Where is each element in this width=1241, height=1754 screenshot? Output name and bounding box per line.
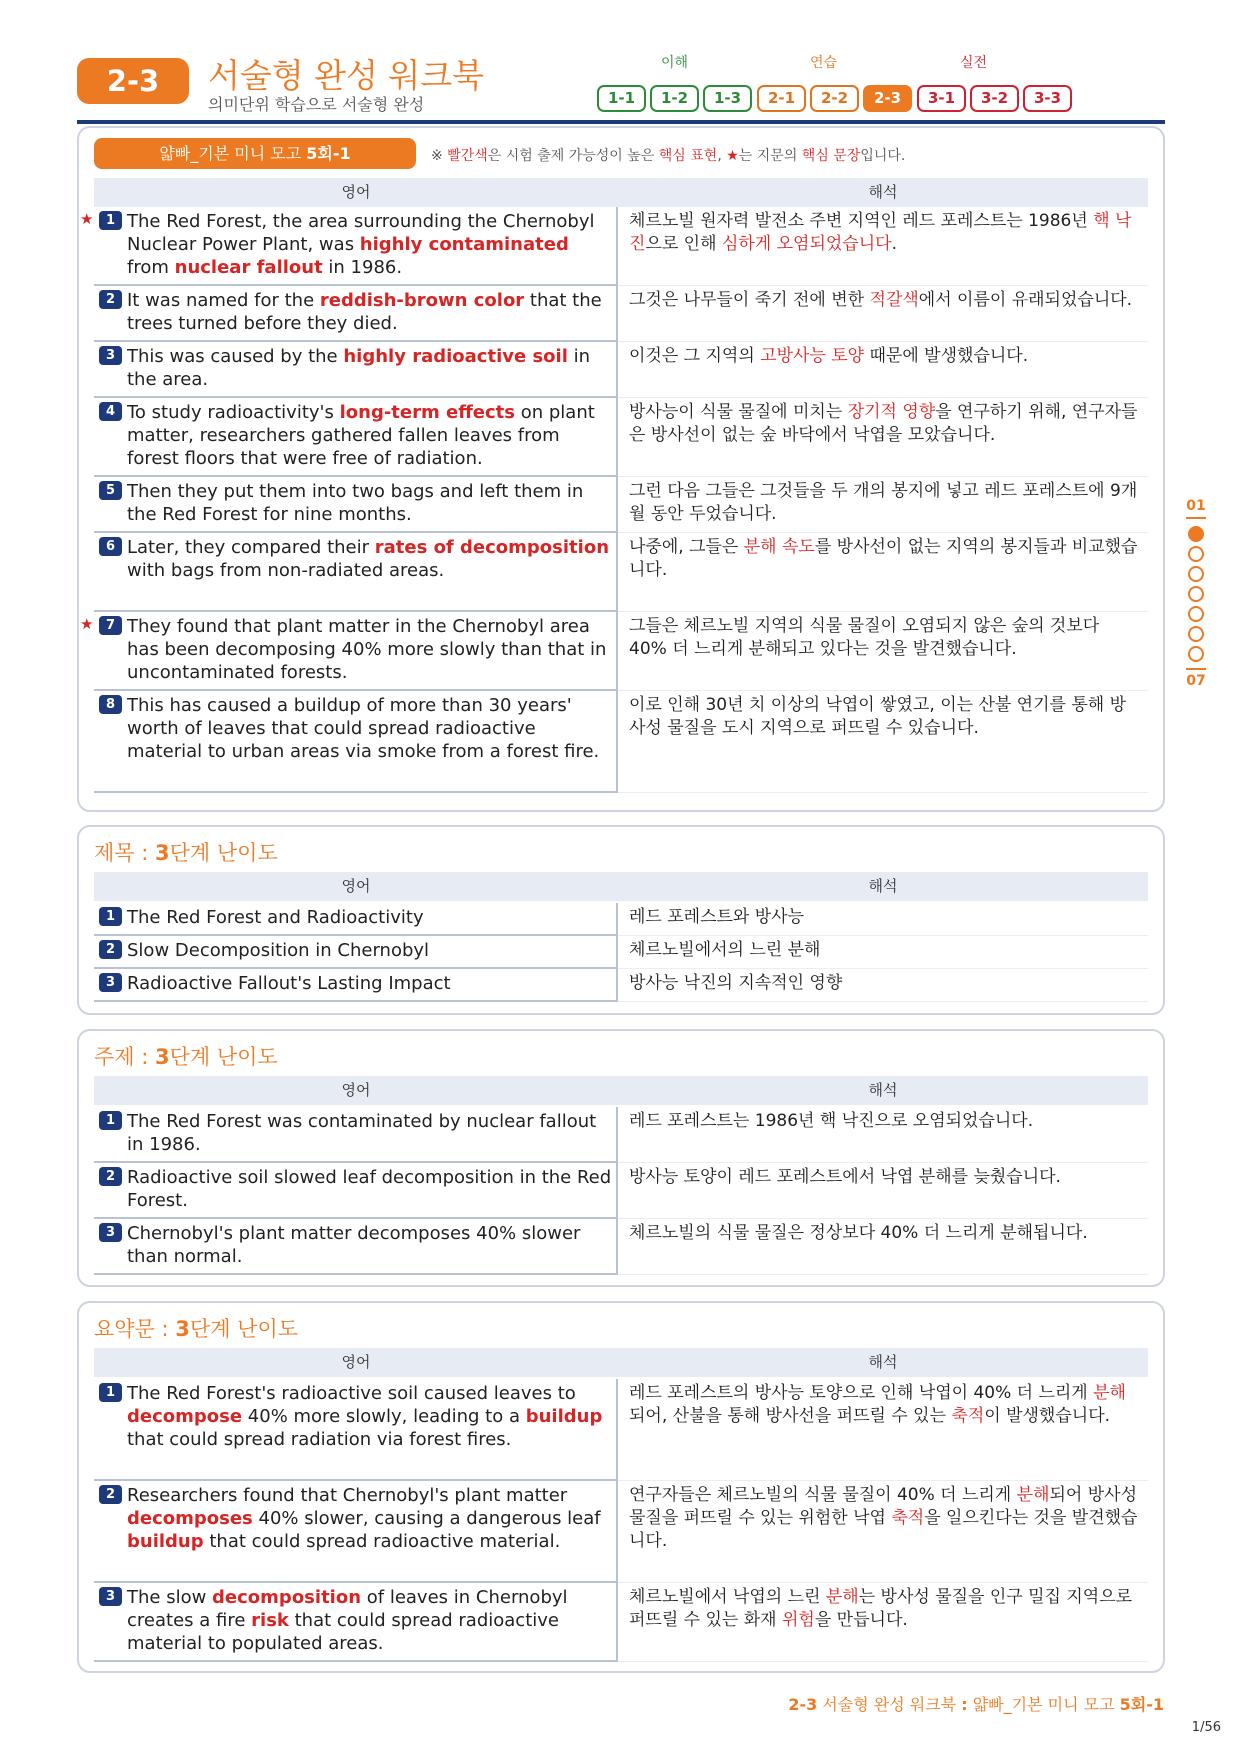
note-symbol: ※ [431,148,448,164]
progress-top-line [1186,517,1206,519]
key-sentence-star-icon: ★ [80,615,94,633]
english-text [127,210,613,279]
english-text [127,1110,613,1156]
key-expression: buildup [525,1406,603,1427]
key-translation: 장기적 영향 [847,402,936,422]
note-text-2: , [717,148,727,164]
text-segment: The Red Forest was contaminated by nuclear fallout in 1986. [127,1111,597,1155]
text-segment: 방사능 낙진의 지속적인 영향 [629,973,843,993]
text-segment: that could spread radioactive material. [203,1531,561,1552]
header-divider [77,120,1165,124]
sentence-number: 7 [99,616,122,635]
unit-button-1-3[interactable]: 1-3 [703,85,752,112]
text-segment: 나중에, 그들은 [629,537,744,557]
unit-button-2-1[interactable]: 2-1 [757,85,806,112]
english-text [127,1222,613,1268]
footer-num: 5 [1119,1695,1131,1714]
column-header-english: 영어 [341,1081,371,1099]
unit-button-1-1[interactable]: 1-1 [597,85,646,112]
table-row [94,286,1148,342]
text-segment: This was caused by the [127,346,344,367]
text-segment: 는 방사성 물질을 인구 밀집 지역으로 퍼뜨릴 수 있는 화재 [629,1587,1133,1630]
table-header [94,178,1148,207]
footer-colon: : [961,1695,968,1714]
english-text [127,289,613,335]
text-segment: 에서 이름이 유래되었습니다. [918,290,1133,310]
page-subtitle: 의미단위 학습으로 서술형 완성 [208,95,425,114]
title-box [77,825,1165,1015]
column-header-korean: 해석 [868,183,898,201]
korean-cell [618,1481,1148,1583]
english-text [127,480,613,526]
note-text-4: 입니다. [860,148,906,164]
korean-text [629,401,1141,447]
text-segment: The Red Forest, the area surrounding the Chernobyl Nuclear Power Plant, was [127,211,595,255]
text-segment: Then they put them into two bags and left them in the Red Forest for nine months. [127,481,584,525]
passage-label [94,138,416,169]
key-translation: 적갈색 [869,290,919,310]
unit-button-3-1[interactable]: 3-1 [917,85,966,112]
table-row [94,1379,1148,1481]
text-segment: 40% slower, causing a dangerous leaf [252,1508,601,1529]
korean-text [629,972,1141,995]
table-row [94,903,1148,936]
english-text [127,906,613,929]
text-segment: Researchers found that Chernobyl's plant matter [127,1485,568,1506]
english-cell [94,286,618,342]
note-red-word: 빨간색 [447,148,488,164]
column-header-korean: 해석 [868,877,898,895]
korean-text [629,1484,1141,1553]
heading-prefix: 요약문 : [94,1317,176,1341]
group-label-practice: 연습 [810,55,838,71]
text-segment: To study radioactivity's [127,402,340,423]
section-topic-heading [94,1041,278,1071]
english-cell [80,207,618,286]
korean-text [629,939,1141,962]
sentence-number: 5 [99,481,122,500]
korean-cell [618,477,1148,533]
table-row [94,1107,1148,1163]
text-segment: 40% more slowly, leading to a [242,1406,526,1427]
footer-text-1: 서술형 완성 워크북 [817,1695,962,1714]
note-text-3: 는 지문의 [738,148,802,164]
page-header [77,50,1165,125]
column-header-english: 영어 [341,1353,371,1371]
english-cell [94,533,618,612]
korean-text [629,210,1141,256]
english-cell [80,612,618,691]
text-segment: 으로 인해 [645,234,722,254]
group-label-real: 실전 [960,55,988,71]
progress-bottom-line [1186,668,1206,670]
footer-text-2: 얇빠_기본 미니 모고 [967,1695,1120,1714]
note-key-sentence: 핵심 문장 [801,148,861,164]
heading-prefix: 제목 : [94,841,155,865]
text-segment: 을 일으킨다는 것을 발견했습니다. [629,1508,1138,1551]
sentence-number: 3 [99,973,122,992]
korean-text [629,345,1141,368]
text-segment: 이것은 그 지역의 [629,346,761,366]
page-progress-nav [1185,498,1207,698]
text-segment: 체르노빌 원자력 발전소 주변 지역인 레드 포레스트는 1986년 [629,211,1094,231]
english-text [127,1484,613,1553]
key-expression: long-term effects [339,402,515,423]
sentence-number: 6 [99,537,122,556]
text-segment: The slow [127,1587,213,1608]
table-header [94,1348,1148,1377]
korean-cell [618,691,1148,793]
text-segment: Chernobyl's plant matter decomposes 40% slower than normal. [127,1223,581,1267]
text-segment: 되어 방사성 물질을 퍼뜨릴 수 있는 위험한 낙엽 [629,1485,1138,1528]
text-segment: in the area. [127,346,591,390]
english-cell [94,477,618,533]
korean-cell [618,1379,1148,1481]
key-translation: 핵 낙진 [629,211,1132,254]
progress-dot-2[interactable] [1188,546,1204,562]
unit-button-3-3[interactable]: 3-3 [1023,85,1072,112]
key-expression: rates of decomposition [374,537,610,558]
key-expression: nuclear fallout [174,257,323,278]
key-sentence-star-icon: ★ [80,210,94,228]
key-translation: 심하게 오염되었습니다 [721,234,892,254]
heading-suffix: 단계 난이도 [169,841,278,865]
table-row [80,612,1148,691]
text-segment: on plant matter, researchers gathered fallen leaves from forest floors that were free of radiation. [127,402,595,469]
footer-text-3: 회-1 [1130,1695,1164,1714]
korean-cell [618,398,1148,477]
progress-end-label: 07 [1186,673,1206,689]
note-text-1: 은 시험 출제 가능성이 높은 [487,148,659,164]
passage-label-text: 얇빠_기본 미니 모고 [159,144,307,163]
english-text [127,401,613,470]
section-title-heading [94,837,278,867]
korean-cell [618,207,1148,286]
unit-button-2-2[interactable]: 2-2 [810,85,859,112]
text-segment: 방사능 토양이 레드 포레스트에서 낙엽 분해를 늦췄습니다. [629,1167,1061,1187]
text-segment: 체르노빌에서의 느린 분해 [629,940,821,960]
text-segment: Later, they compared their [127,537,375,558]
footer-label [788,1692,1164,1715]
sentence-number: 2 [99,290,122,309]
korean-cell [618,903,1148,936]
text-segment: 를 방사선이 없는 지역의 봉지들과 비교했습니다. [629,537,1138,580]
sentence-number: 1 [99,1383,122,1402]
korean-cell [618,969,1148,1002]
table-row [94,342,1148,398]
text-segment: 체르노빌의 식물 물질은 정상보다 40% 더 느리게 분해됩니다. [629,1223,1088,1243]
korean-cell [618,286,1148,342]
korean-cell [618,1107,1148,1163]
key-translation: 분해 속도 [743,537,815,557]
text-segment: 을 연구하기 위해, 연구자들은 방사선이 없는 숲 바닥에서 낙엽을 모았습니다. [629,402,1138,445]
text-segment: 이로 인해 30년 치 이상의 낙엽이 쌓였고, 이는 산불 연기를 통해 방사성 물질을 도시 지역으로 퍼뜨릴 수 있습니다. [629,695,1127,738]
column-header-english: 영어 [341,877,371,895]
english-cell [94,342,618,398]
table-row [94,936,1148,969]
text-segment: 레드 포레스트와 방사능 [629,907,805,927]
english-cell [94,398,618,477]
korean-cell [618,1583,1148,1662]
korean-text [629,480,1141,526]
korean-text [629,1166,1141,1189]
english-cell [94,1481,618,1583]
text-segment: 체르노빌에서 낙엽의 느린 [629,1587,826,1607]
table-row [94,691,1148,793]
table-row [94,477,1148,533]
english-text [127,536,613,582]
column-header-korean: 해석 [868,1353,898,1371]
text-segment: 레드 포레스트의 방사능 토양으로 인해 낙엽이 40% 더 느리게 [629,1383,1094,1403]
sentence-number: 2 [99,940,122,959]
table-row [94,1481,1148,1583]
table-header [94,1076,1148,1105]
korean-text [629,694,1141,740]
english-cell [94,969,618,1002]
english-cell [94,1583,618,1662]
text-segment: that the trees turned before they died. [127,290,602,334]
sentence-number: 2 [99,1485,122,1504]
key-expression: decomposes [127,1508,253,1529]
english-text [127,345,613,391]
english-text [127,1166,613,1212]
korean-cell [618,612,1148,691]
korean-text [629,1586,1141,1632]
key-expression: decompose [127,1406,243,1427]
key-translation: 분해 [825,1587,859,1607]
text-segment: from [127,257,175,278]
korean-cell [618,342,1148,398]
text-segment: with bags from non-radiated areas. [127,560,445,581]
sentence-number: 4 [99,402,122,421]
key-expression: reddish-brown color [319,290,525,311]
heading-prefix: 주제 : [94,1045,155,1069]
korean-text [629,1382,1141,1428]
sentence-number: 1 [99,1111,122,1130]
unit-button-2-3[interactable]: 2-3 [863,85,912,112]
table-row [94,1583,1148,1662]
passage-label-num: 5회-1 [306,144,351,163]
legend-note [431,145,905,165]
korean-cell [618,1163,1148,1219]
heading-suffix: 단계 난이도 [189,1317,299,1341]
english-cell [94,1163,618,1219]
key-expression: risk [251,1610,289,1631]
progress-dot-4[interactable] [1188,586,1204,602]
heading-number: 3 [155,841,170,865]
text-segment: 되어, 산불을 통해 방사선을 퍼뜨릴 수 있는 [629,1406,952,1426]
note-key-expression: 핵심 표현 [658,148,718,164]
text-segment: in 1986. [322,257,403,278]
text-segment: 그들은 체르노빌 지역의 식물 물질이 오염되지 않은 숲의 것보다 40% 더 느리게 분해되고 있다는 것을 발견했습니다. [629,616,1100,659]
heading-number: 3 [175,1317,190,1341]
english-text [127,1586,613,1655]
key-expression: decomposition [212,1587,362,1608]
sentence-number: 1 [99,907,122,926]
korean-cell [618,1219,1148,1275]
note-star-icon: ★ [726,148,739,164]
progress-start-label: 01 [1186,498,1206,514]
text-segment: 그런 다음 그들은 그것들을 두 개의 봉지에 넣고 레드 포레스트에 9개월 동안 두었습니다. [629,481,1138,524]
korean-text [629,1222,1141,1245]
english-text [127,615,613,684]
key-translation: 분해 [1093,1383,1126,1403]
table-row [94,398,1148,477]
korean-cell [618,533,1148,612]
sentence-number: 3 [99,1587,122,1606]
heading-number: 3 [155,1045,170,1069]
unit-badge: 2-3 [77,58,189,104]
text-segment: 연구자들은 체르노빌의 식물 물질이 40% 더 느리게 [629,1485,1017,1505]
text-segment: Slow Decomposition in Chernobyl [127,940,430,961]
table-row [94,1163,1148,1219]
group-label-understand: 이해 [661,55,689,71]
unit-button-1-2[interactable]: 1-2 [650,85,699,112]
progress-dot-5[interactable] [1188,606,1204,622]
key-expression: highly radioactive soil [343,346,568,367]
progress-dot-3[interactable] [1188,566,1204,582]
english-cell [94,691,618,793]
sentence-number: 1 [99,211,122,230]
sentence-number: 3 [99,1223,122,1242]
page-title: 서술형 완성 워크북 [208,56,485,95]
progress-dot-1[interactable] [1188,526,1204,542]
column-header-korean: 해석 [868,1081,898,1099]
text-segment: 이 발생했습니다. [984,1406,1111,1426]
page-number: 1/56 [1191,1720,1221,1735]
sentence-number: 2 [99,1167,122,1186]
summary-box [77,1301,1165,1673]
text-segment: 그것은 나무들이 죽기 전에 변한 [629,290,870,310]
text-segment: that could spread radioactive material to populated areas. [127,1610,559,1654]
footer-code: 2-3 [788,1695,818,1714]
column-header-english: 영어 [341,183,371,201]
key-expression: highly contaminated [359,234,569,255]
key-expression: buildup [127,1531,204,1552]
text-segment: 때문에 발생했습니다. [864,346,1029,366]
korean-cell [618,936,1148,969]
section-summary-heading [94,1313,298,1343]
korean-text [629,289,1141,312]
english-text [127,939,613,962]
english-cell [94,1379,618,1481]
key-translation: 위험 [782,1610,815,1630]
text-segment: They found that plant matter in the Chernobyl area has been decomposing 40% more slowly than that in uncontaminated forests. [127,616,607,683]
english-cell [94,1107,618,1163]
text-segment: The Red Forest's radioactive soil caused leaves to [127,1383,576,1404]
english-text [127,972,613,995]
table-row [94,533,1148,612]
english-cell [94,903,618,936]
korean-text [629,1110,1141,1133]
english-cell [94,936,618,969]
english-text [127,1382,613,1451]
table-header [94,872,1148,901]
text-segment: 을 만듭니다. [814,1610,908,1630]
text-segment: that could spread radiation via forest fires. [127,1429,512,1450]
passage-box [77,126,1165,812]
sentence-number: 8 [99,695,122,714]
sentence-number: 3 [99,346,122,365]
topic-box [77,1029,1165,1287]
table-row [94,969,1148,1002]
korean-text [629,615,1141,661]
key-translation: 축적 [951,1406,985,1426]
progress-dot-7[interactable] [1188,646,1204,662]
unit-button-3-2[interactable]: 3-2 [970,85,1019,112]
text-segment: 레드 포레스트는 1986년 핵 낙진으로 오염되었습니다. [629,1111,1034,1131]
text-segment: of leaves in Chernobyl creates a fire [127,1587,568,1631]
text-segment: Radioactive soil slowed leaf decomposition in the Red Forest. [127,1167,612,1211]
korean-text [629,536,1141,582]
table-row [80,207,1148,286]
text-segment: It was named for the [127,290,320,311]
text-segment: The Red Forest and Radioactivity [127,907,424,928]
key-translation: 분해 [1016,1485,1050,1505]
text-segment: Radioactive Fallout's Lasting Impact [127,973,451,994]
english-text [127,694,613,763]
key-translation: 고방사능 토양 [760,346,865,366]
progress-dot-6[interactable] [1188,626,1204,642]
text-segment: . [891,234,897,254]
korean-text [629,906,1141,929]
heading-suffix: 단계 난이도 [169,1045,278,1069]
english-cell [94,1219,618,1275]
text-segment: This has caused a buildup of more than 30 years' worth of leaves that could spread radioactive material to urban areas via smoke from a forest fire. [127,695,600,762]
text-segment: 방사능이 식물 물질에 미치는 [629,402,848,422]
key-translation: 축적 [891,1508,925,1528]
table-row [94,1219,1148,1275]
